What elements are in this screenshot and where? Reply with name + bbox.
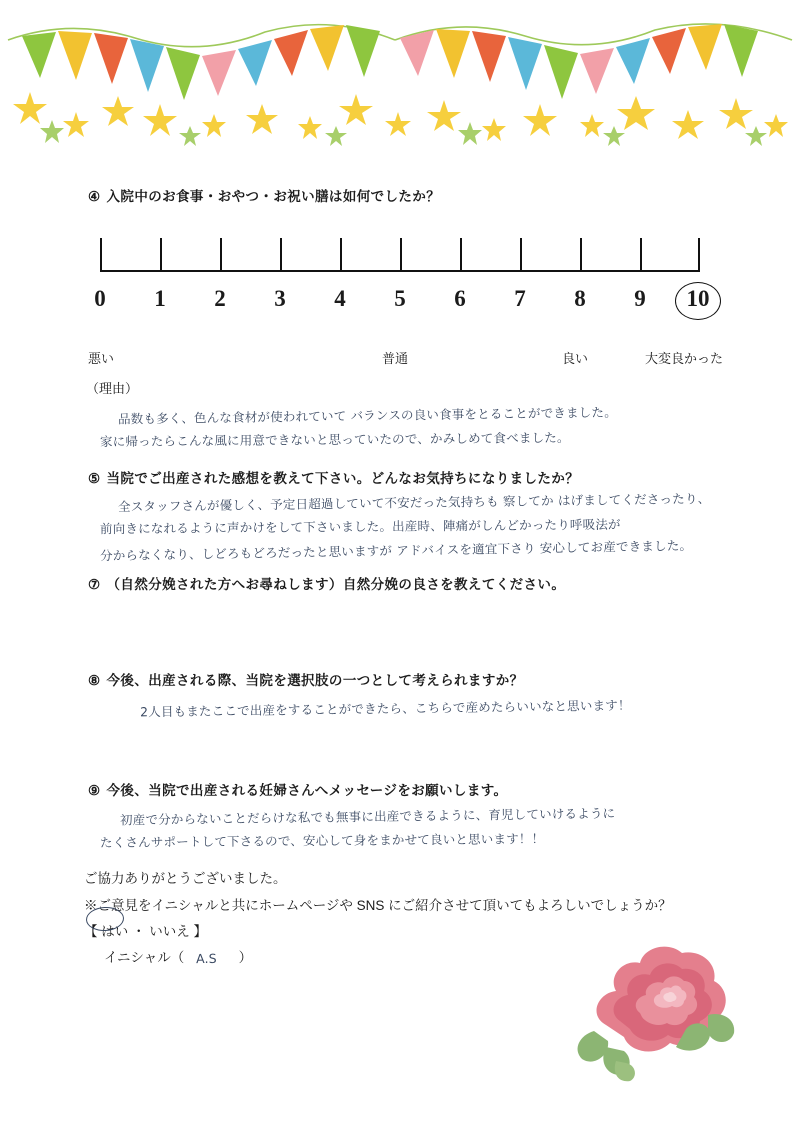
consent-question: ※ご意見をイニシャルと共にホームページや SNS にご紹介させて頂いてもよろしいでしょうか？ <box>84 898 672 913</box>
scale-tick-4: 4 <box>334 286 346 311</box>
reason-label: （理由） <box>86 381 139 396</box>
thanks-text: ご協力ありがとうございました。 <box>84 871 287 886</box>
rating-scale[interactable] <box>100 234 700 286</box>
question-5-text: 当院でご出産された感想を教えて下さい。どんなお気持ちになりましたか？ <box>106 471 580 486</box>
question-9-number: ⑨ <box>88 783 101 798</box>
question-4 <box>88 185 440 205</box>
handwritten-answer-q9-line1: 初産で分からないことだらけな私でも無事に出産できるように、育児していけるように <box>119 805 616 828</box>
initial-value: A.S <box>195 950 217 967</box>
scale-anchor-normal: 普通 <box>382 351 409 366</box>
question-8-number: ⑧ <box>88 673 101 688</box>
question-7-number: ⑦ <box>88 577 101 592</box>
party-banner <box>0 0 800 150</box>
rose-illustration <box>558 907 748 1087</box>
scale-anchor-good: 良い <box>562 351 589 366</box>
scale-tick-1: 1 <box>154 286 166 311</box>
question-7-text: （自然分娩された方へお尋ねします）自然分娩の良さを教えてください。 <box>106 577 566 592</box>
question-9-text: 今後、当院で出産される妊婦さんへメッセージをお願いします。 <box>106 783 508 798</box>
scale-tick-6: 6 <box>454 286 466 311</box>
question-4-text: 入院中のお食事・おやつ・お祝い膳は如何でしたか？ <box>106 189 441 204</box>
scale-tick-10: 10 <box>686 286 710 311</box>
scale-tick-labels <box>94 286 710 318</box>
handwritten-answer-q5-line3: 分からなくなり、しどろもどろだったと思いますが アドバイスを適宜下さり 安心してお産できました。 <box>99 537 693 564</box>
question-9 <box>88 779 507 799</box>
question-4-number: ④ <box>88 189 101 204</box>
question-7 <box>88 573 565 593</box>
consent-options[interactable]: 【 はい ・ いいえ 】 <box>84 924 208 939</box>
initial-field[interactable] <box>104 946 252 966</box>
initial-label-close: ） <box>238 950 253 965</box>
scale-tick-3: 3 <box>274 286 286 311</box>
handwritten-answer-q8-line1: 2人目もまたここで出産をすることができたら、こちらで産めたらいいなと思います！ <box>139 697 631 720</box>
scale-anchor-very-good: 大変良かった <box>645 351 724 366</box>
banner-graphics <box>0 0 800 150</box>
scale-tick-8: 8 <box>574 286 586 311</box>
scale-tick-5: 5 <box>394 286 406 311</box>
question-8 <box>88 669 524 689</box>
scale-tick-0: 0 <box>94 286 106 311</box>
scale-tick-7: 7 <box>514 286 526 311</box>
question-5 <box>88 467 579 487</box>
scale-anchor-labels <box>0 348 800 368</box>
handwritten-answer-q4-line2: 家に帰ったらこんな風に用意できないと思っていたので、かみしめて食べました。 <box>99 429 570 450</box>
handwritten-answer-q5-line2: 前向きになれるように声かけをして下さいました。出産時、陣痛がしんどかったり呼吸法が <box>99 516 621 537</box>
scale-tick-9: 9 <box>634 286 646 311</box>
question-8-text: 今後、出産される際、当院を選択肢の一つとして考えられますか？ <box>106 673 524 688</box>
initial-label: イニシャル（ <box>104 950 185 965</box>
question-5-number: ⑤ <box>88 471 101 486</box>
handwritten-answer-q5-line1: 全スタッフさんが優しく、予定日超過していて不安だった気持ちも 察してか はげましてくださったり、 <box>117 490 711 515</box>
selected-rating-circle <box>675 282 721 320</box>
handwritten-answer-q4-line1: 品数も多く、色んな食材が使われていて バランスの良い食事をとることができました。 <box>117 404 617 427</box>
handwritten-answer-q9-line2: たくさんサポートして下さるので、安心して身をまかせて良いと思います！！ <box>99 831 545 850</box>
scale-tick-2: 2 <box>214 286 226 311</box>
scale-anchor-bad: 悪い <box>88 351 115 366</box>
